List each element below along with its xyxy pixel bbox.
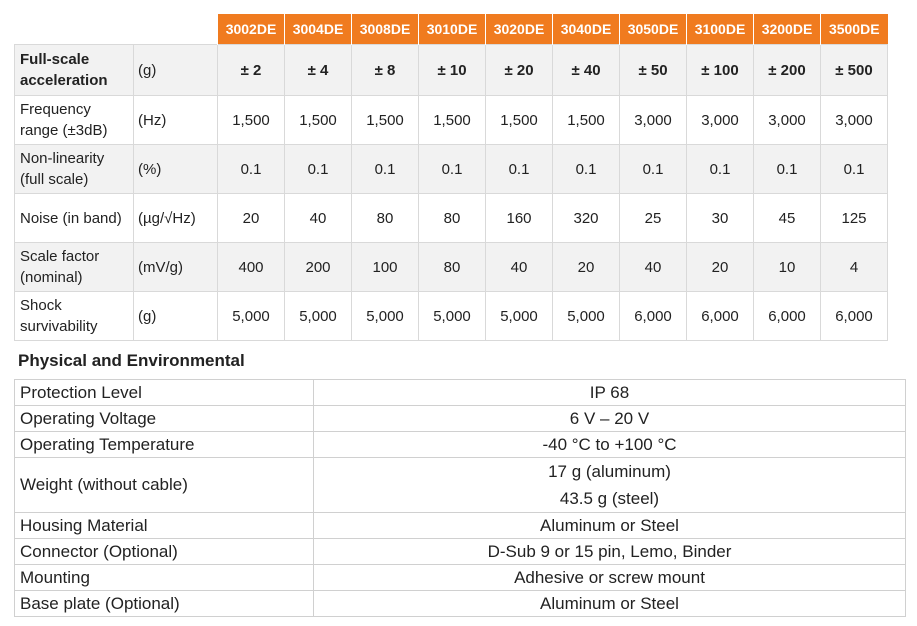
physical-row-weight <box>15 458 906 513</box>
spec-value: 25 <box>620 194 687 243</box>
spec-value: ± 100 <box>687 45 754 96</box>
spec-value: 6,000 <box>687 292 754 341</box>
spec-value: 0.1 <box>285 145 352 194</box>
spec-value: 400 <box>218 243 285 292</box>
header-blank-cell <box>15 14 134 45</box>
spec-value: 0.1 <box>419 145 486 194</box>
physical-value: IP 68 <box>314 380 906 406</box>
spec-row-full-scale-acceleration <box>15 45 888 96</box>
physical-label: Housing Material <box>15 513 314 539</box>
spec-value: 320 <box>553 194 620 243</box>
spec-value: 80 <box>419 194 486 243</box>
spec-value: 5,000 <box>486 292 553 341</box>
spec-row-scale-factor <box>15 243 888 292</box>
physical-value: D-Sub 9 or 15 pin, Lemo, Binder <box>314 539 906 565</box>
physical-value: Aluminum or Steel <box>314 591 906 617</box>
spec-value: 1,500 <box>486 96 553 145</box>
physical-value <box>314 458 906 513</box>
spec-value: 5,000 <box>285 292 352 341</box>
spec-value: 5,000 <box>218 292 285 341</box>
model-header: 3002DE <box>218 14 285 45</box>
spec-value: 80 <box>352 194 419 243</box>
model-header: 3040DE <box>553 14 620 45</box>
model-header: 3500DE <box>821 14 888 45</box>
spec-unit: (g) <box>134 292 218 341</box>
spec-value: 1,500 <box>285 96 352 145</box>
spec-value: ± 10 <box>419 45 486 96</box>
physical-value: 6 V – 20 V <box>314 406 906 432</box>
spec-value: 3,000 <box>821 96 888 145</box>
spec-value: 0.1 <box>754 145 821 194</box>
weight-steel-value: 43.5 g (steel) <box>559 489 660 508</box>
physical-row-mounting <box>15 565 906 591</box>
spec-value: 1,500 <box>352 96 419 145</box>
model-header: 3020DE <box>486 14 553 45</box>
model-header: 3008DE <box>352 14 419 45</box>
spec-label: Scale factor (nominal) <box>15 243 134 292</box>
model-header: 3050DE <box>620 14 687 45</box>
physical-row-base-plate <box>15 591 906 617</box>
spec-value: 20 <box>218 194 285 243</box>
physical-row-housing-material <box>15 513 906 539</box>
spec-label: Non-linearity (full scale) <box>15 145 134 194</box>
spec-value: 1,500 <box>218 96 285 145</box>
spec-row-frequency-range <box>15 96 888 145</box>
spec-value: ± 500 <box>821 45 888 96</box>
spec-unit: (µg/√Hz) <box>134 194 218 243</box>
spec-value: 100 <box>352 243 419 292</box>
physical-label: Weight (without cable) <box>15 458 314 513</box>
header-blank-cell <box>134 14 218 45</box>
spec-value: ± 4 <box>285 45 352 96</box>
model-header: 3100DE <box>687 14 754 45</box>
spec-value: 0.1 <box>620 145 687 194</box>
spec-value: 20 <box>687 243 754 292</box>
spec-value: 5,000 <box>352 292 419 341</box>
spec-value: ± 200 <box>754 45 821 96</box>
spec-row-shock-survivability <box>15 292 888 341</box>
spec-label: Full-scale acceleration <box>15 45 134 96</box>
spec-value: 125 <box>821 194 888 243</box>
spec-value: 0.1 <box>553 145 620 194</box>
weight-aluminum-value: 17 g (aluminum) <box>548 462 671 481</box>
spec-value: 40 <box>486 243 553 292</box>
spec-value: 0.1 <box>821 145 888 194</box>
spec-value: 200 <box>285 243 352 292</box>
spec-value: 0.1 <box>218 145 285 194</box>
spec-value: 10 <box>754 243 821 292</box>
spec-value: 4 <box>821 243 888 292</box>
physical-label: Connector (Optional) <box>15 539 314 565</box>
section-title: Physical and Environmental <box>18 351 245 370</box>
model-header-row <box>15 14 888 45</box>
spec-value: 1,500 <box>419 96 486 145</box>
spec-value: 3,000 <box>754 96 821 145</box>
spec-value: 0.1 <box>687 145 754 194</box>
spec-value: 160 <box>486 194 553 243</box>
specifications-table <box>14 14 888 341</box>
spec-value: 5,000 <box>553 292 620 341</box>
spec-value: ± 20 <box>486 45 553 96</box>
spec-value: 20 <box>553 243 620 292</box>
physical-label: Protection Level <box>15 380 314 406</box>
spec-value: 6,000 <box>620 292 687 341</box>
spec-value: ± 50 <box>620 45 687 96</box>
physical-value: Adhesive or screw mount <box>314 565 906 591</box>
spec-value: ± 2 <box>218 45 285 96</box>
spec-unit: (g) <box>134 45 218 96</box>
spec-value: 0.1 <box>352 145 419 194</box>
physical-environmental-table <box>14 379 906 617</box>
spec-unit: (mV/g) <box>134 243 218 292</box>
spec-value: ± 8 <box>352 45 419 96</box>
spec-value: 40 <box>620 243 687 292</box>
spec-value: 1,500 <box>553 96 620 145</box>
physical-value: Aluminum or Steel <box>314 513 906 539</box>
physical-label: Operating Temperature <box>15 432 314 458</box>
spec-value: 6,000 <box>754 292 821 341</box>
spec-value: ± 40 <box>553 45 620 96</box>
spec-row-noise <box>15 194 888 243</box>
model-header: 3200DE <box>754 14 821 45</box>
spec-value: 3,000 <box>620 96 687 145</box>
spec-value: 3,000 <box>687 96 754 145</box>
spec-value: 45 <box>754 194 821 243</box>
spec-value: 30 <box>687 194 754 243</box>
physical-label: Mounting <box>15 565 314 591</box>
physical-row-connector <box>15 539 906 565</box>
spec-label: Noise (in band) <box>15 194 134 243</box>
physical-row-operating-voltage <box>15 406 906 432</box>
spec-row-non-linearity <box>15 145 888 194</box>
spec-value: 0.1 <box>486 145 553 194</box>
physical-row-operating-temperature <box>15 432 906 458</box>
model-header: 3010DE <box>419 14 486 45</box>
spec-unit: (Hz) <box>134 96 218 145</box>
spec-value: 6,000 <box>821 292 888 341</box>
physical-value: -40 °C to +100 °C <box>314 432 906 458</box>
physical-label: Operating Voltage <box>15 406 314 432</box>
spec-label: Frequency range (±3dB) <box>15 96 134 145</box>
spec-unit: (%) <box>134 145 218 194</box>
model-header: 3004DE <box>285 14 352 45</box>
spec-value: 80 <box>419 243 486 292</box>
spec-value: 5,000 <box>419 292 486 341</box>
spec-value: 40 <box>285 194 352 243</box>
physical-label: Base plate (Optional) <box>15 591 314 617</box>
spec-label: Shock survivability <box>15 292 134 341</box>
physical-row-protection-level <box>15 380 906 406</box>
